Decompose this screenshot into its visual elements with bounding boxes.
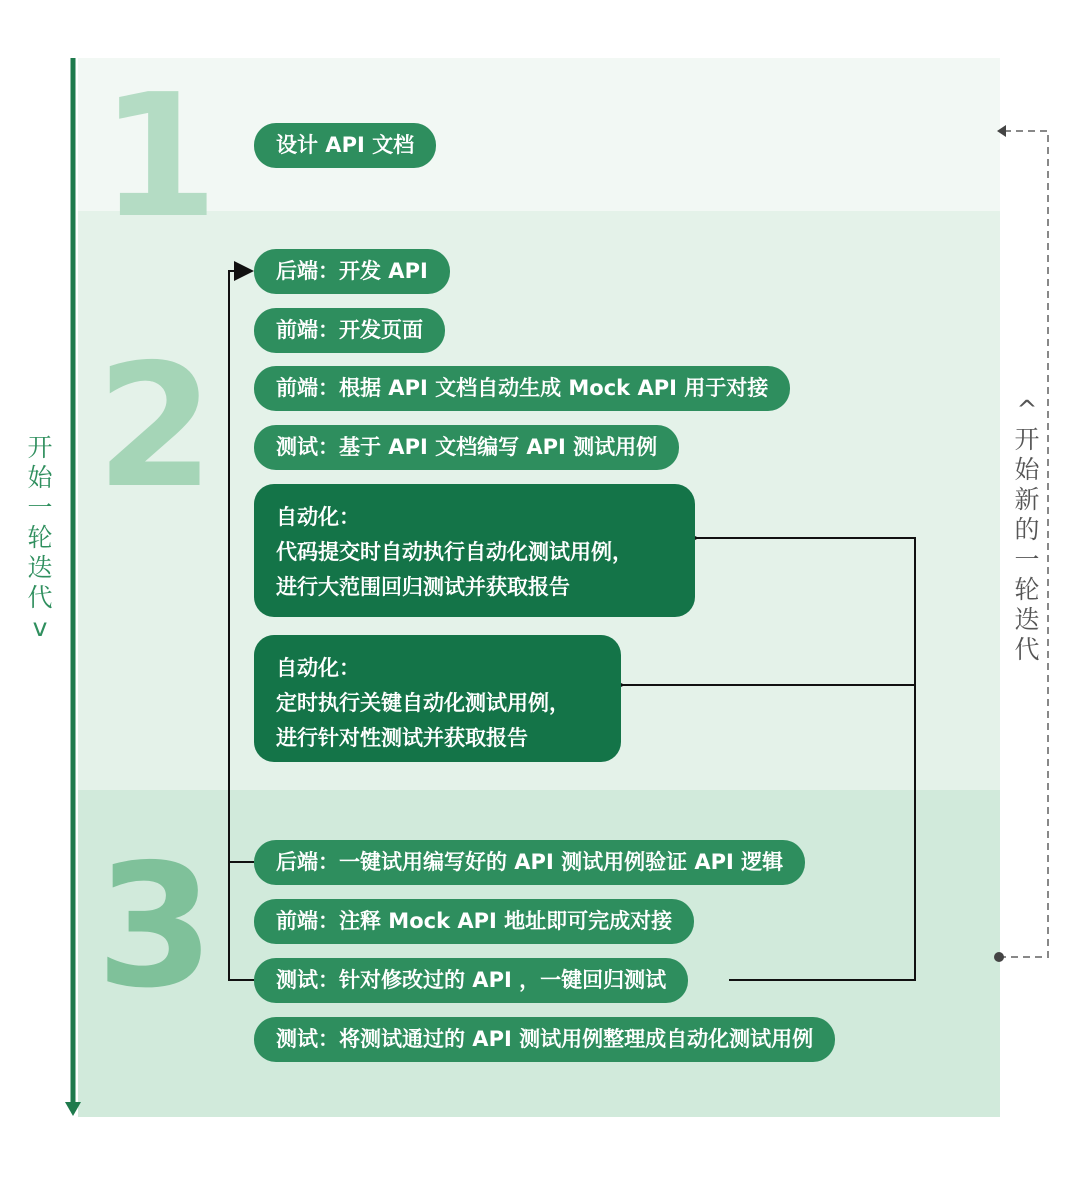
- automation-box-line: 代码提交时自动执行自动化测试用例，: [276, 540, 633, 564]
- automation-box-scheduled: [254, 635, 621, 762]
- step-test-organize: 测试：将测试通过的 API 测试用例整理成自动化测试用例: [254, 1017, 835, 1062]
- loop-line-left-regression: [229, 862, 254, 980]
- step-backend-develop: 后端：开发 API: [254, 249, 450, 294]
- label-char: 始: [27, 463, 53, 492]
- step-frontend-connect: 前端：注释 Mock API 地址即可完成对接: [254, 899, 694, 944]
- phase-1-number: 1: [100, 58, 219, 256]
- label-char: 轮: [1014, 575, 1040, 604]
- label-char: ^: [1016, 395, 1038, 424]
- timeline-arrow-head: [65, 1102, 81, 1116]
- automation-box-line: 进行大范围回归测试并获取报告: [276, 575, 570, 599]
- label-char: 新: [1014, 485, 1040, 514]
- phase-2-number: 2: [96, 328, 215, 526]
- new-iteration-label: [1012, 395, 1042, 665]
- step-test-regression: 测试：针对修改过的 API ，一键回归测试: [254, 958, 688, 1003]
- phase-3-number: 3: [96, 828, 215, 1026]
- automation-connector-1: [697, 538, 915, 980]
- loop-line-left: [229, 271, 254, 862]
- step-test-write-cases: 测试：基于 API 文档编写 API 测试用例: [254, 425, 679, 470]
- label-char: 开: [27, 433, 53, 462]
- label-char: 一: [27, 493, 53, 522]
- label-char: v: [32, 613, 48, 642]
- automation-box-commit: [254, 484, 695, 617]
- label-char: 开: [1014, 425, 1040, 454]
- start-iteration-label: [25, 433, 55, 643]
- label-char: 迭: [27, 553, 53, 582]
- iteration-loop-arrow-head: [997, 125, 1006, 137]
- step-design-api-doc: 设计 API 文档: [254, 123, 436, 168]
- label-char: 一: [1014, 545, 1040, 574]
- automation-box-title: 自动化：: [276, 656, 360, 680]
- label-char: 代: [27, 583, 53, 612]
- step-backend-verify: 后端：一键试用编写好的 API 测试用例验证 API 逻辑: [254, 840, 805, 885]
- step-frontend-develop: 前端：开发页面: [254, 308, 445, 353]
- iteration-loop-start-dot: [994, 952, 1004, 962]
- step-frontend-mock: 前端：根据 API 文档自动生成 Mock API 用于对接: [254, 366, 790, 411]
- label-char: 的: [1014, 515, 1040, 544]
- automation-box-line: 进行针对性测试并获取报告: [276, 726, 528, 750]
- label-char: 轮: [27, 523, 53, 552]
- label-char: 始: [1014, 455, 1040, 484]
- label-char: 代: [1014, 635, 1040, 664]
- automation-box-line: 定时执行关键自动化测试用例，: [276, 691, 570, 715]
- automation-box-title: 自动化：: [276, 505, 360, 529]
- label-char: 迭: [1014, 605, 1040, 634]
